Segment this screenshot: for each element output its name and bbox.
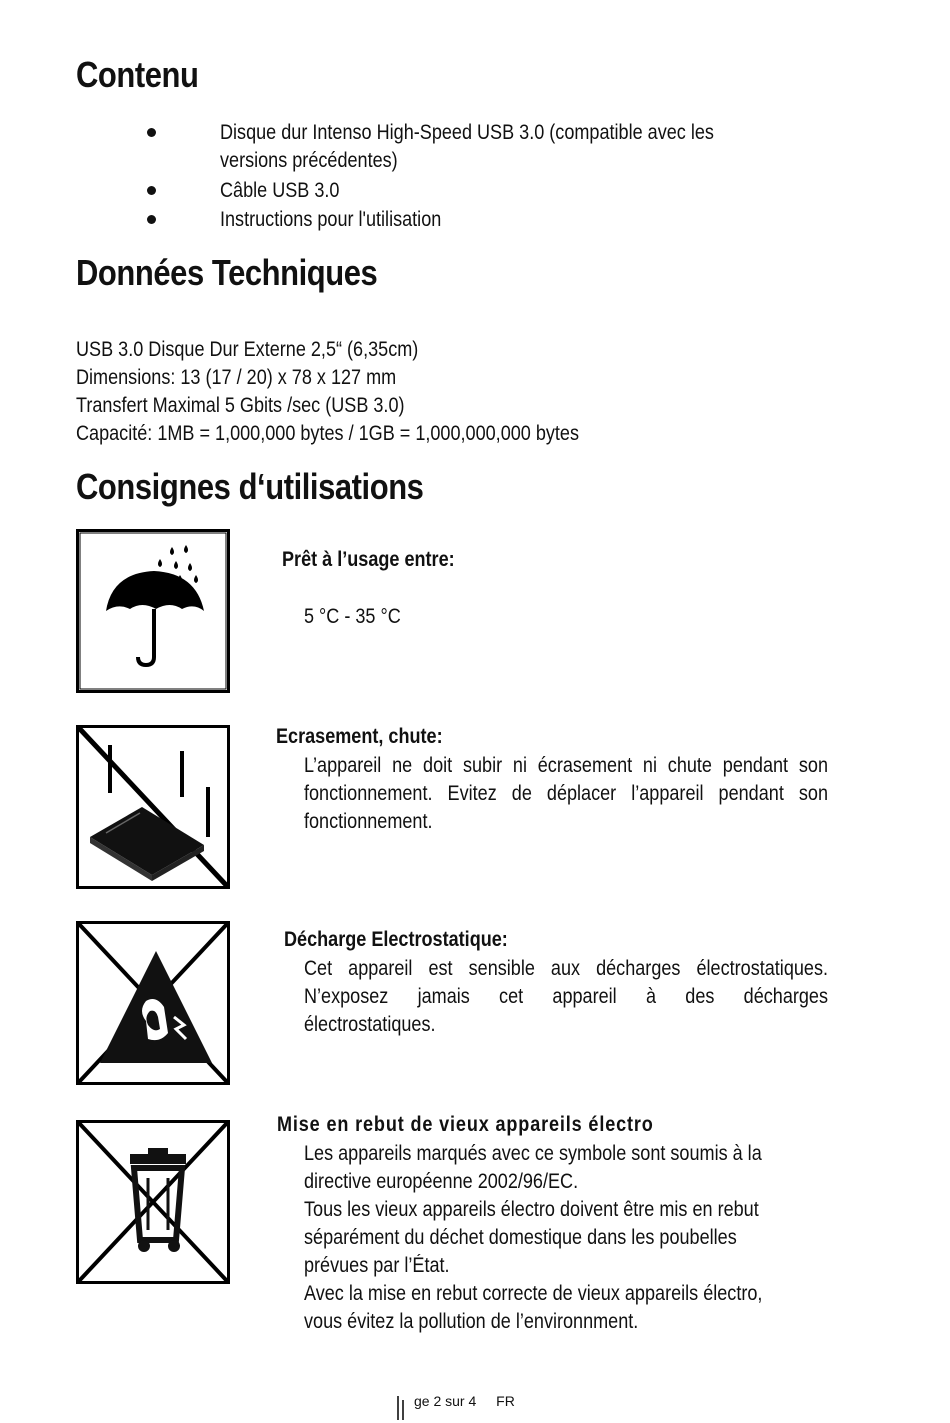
bullet [147,215,156,224]
spec-line: Capacité: 1MB = 1,000,000 bytes / 1GB = 1,000,000,000 bytes [76,422,580,445]
text-line: directive européenne 2002/96/EC. [304,1170,579,1193]
text-line: vous évitez la pollution de l’environnment. [304,1310,639,1333]
esd-warning-icon [76,921,230,1085]
list-item-line: versions précédentes) [220,149,398,172]
weee-heading: Mise en rebut de vieux appareils électro [277,1113,654,1136]
heading-contenu: Contenu [76,54,199,95]
text-line: prévues par l’État. [304,1254,450,1277]
weee-text [304,1140,828,1336]
list-item-line: Disque dur Intenso High-Speed USB 3.0 (compatible avec les [220,121,714,144]
list-item: Instructions pour l'utilisation [220,208,442,231]
heading-donnees-techniques: Données Techniques [76,252,378,293]
page-number: ge 2 sur 4 [414,1393,477,1409]
no-drop-drive-icon [76,725,230,889]
text-line: fonctionnement. Evitez de déplacer l’appareil pendant son [304,782,829,805]
text-line: Tous les vieux appareils électro doivent être mis en rebut [304,1198,759,1221]
list-item [220,119,794,175]
bullet [147,128,156,137]
text-line: électrostatiques. [304,1013,436,1036]
esd-heading: Décharge Electrostatique: [284,928,508,951]
spec-line: USB 3.0 Disque Dur Externe 2,5“ (6,35cm) [76,338,419,361]
text-line: séparément du déchet domestique dans les poubelles [304,1226,737,1249]
text-line: L’appareil ne doit subir ni écrasement ni chute pendant son [304,754,828,777]
language-code: FR [496,1393,515,1409]
spec-line: Transfert Maximal 5 Gbits /sec (USB 3.0) [76,394,405,417]
esd-text [304,955,828,1039]
text-line: N’exposez jamais cet appareil à des décharges [304,985,829,1008]
crush-heading: Ecrasement, chute: [276,725,443,748]
crossed-bin-icon [76,1120,230,1284]
heading-consignes: Consignes d‘utilisations [76,466,424,507]
text-line: Les appareils marqués avec ce symbole sont soumis à la [304,1142,762,1165]
text-line: Cet appareil est sensible aux décharges électrostatiques. [304,957,829,980]
usage-range: 5 °C - 35 °C [304,605,401,628]
page-footer [398,1393,515,1409]
list-item: Câble USB 3.0 [220,179,340,202]
usage-heading: Prêt à l’usage entre: [282,548,455,571]
text-line: fonctionnement. [304,810,433,833]
spec-line: Dimensions: 13 (17 / 20) x 78 x 127 mm [76,366,397,389]
crush-text [304,752,828,836]
umbrella-rain-icon [76,529,230,693]
text-line: Avec la mise en rebut correcte de vieux appareils électro, [304,1282,763,1305]
bullet [147,186,156,195]
